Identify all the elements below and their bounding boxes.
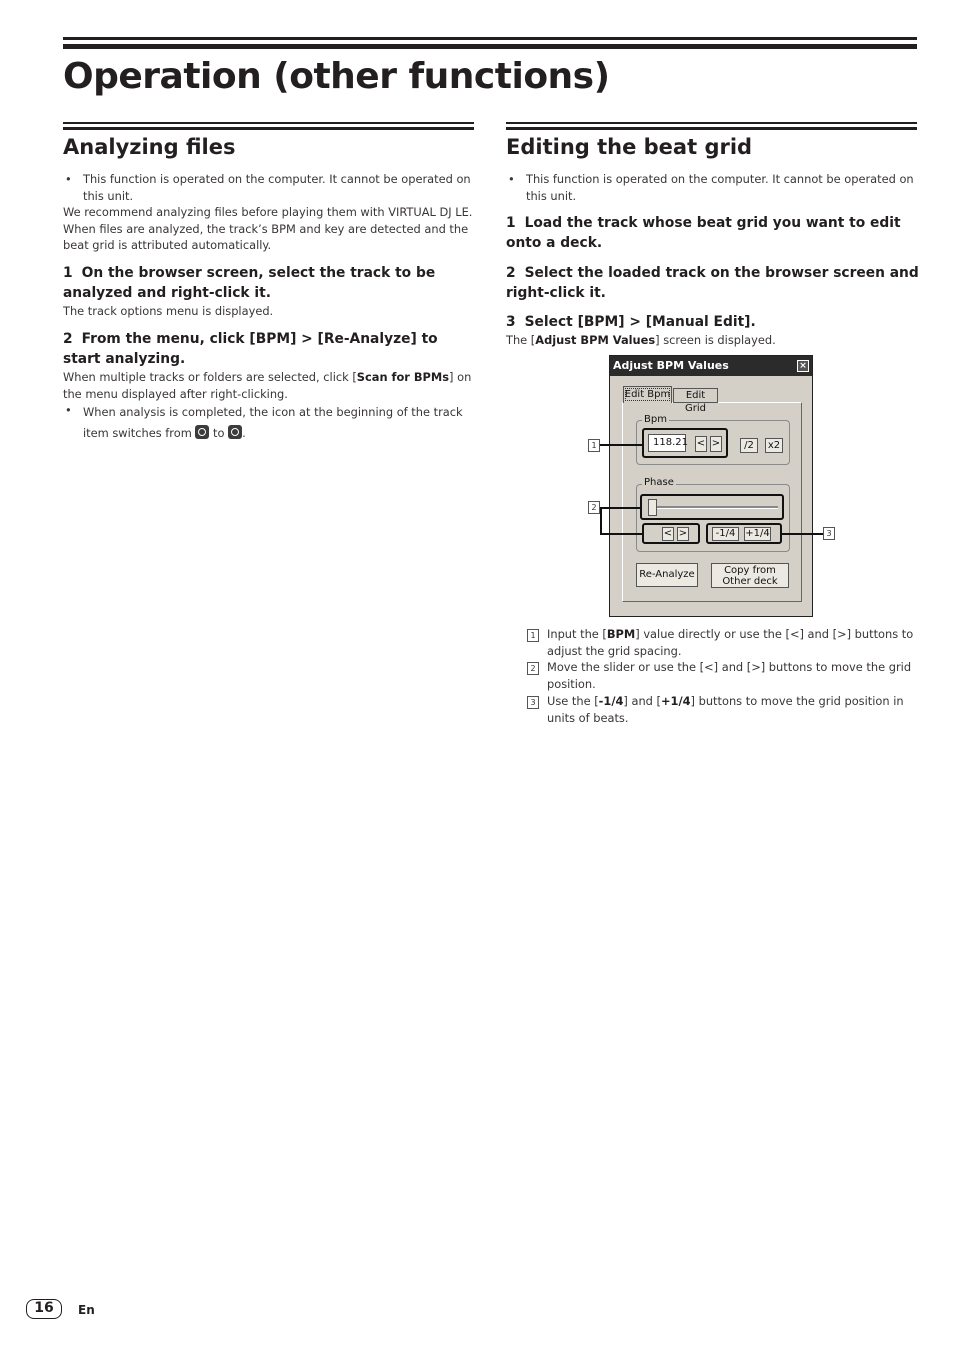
step-text: From the menu, click [BPM] > [Re-Analyze] to start analyzing. <box>63 331 438 367</box>
dialog-title: Adjust BPM Values <box>613 359 729 372</box>
page-title: Operation (other functions) <box>63 56 610 97</box>
note-text: Use the [ <box>547 694 599 708</box>
phase-prev-button[interactable]: < <box>663 528 673 539</box>
header-rule-top <box>63 37 917 40</box>
phase-slider-track[interactable] <box>650 506 778 509</box>
dialog-titlebar <box>610 356 812 376</box>
callout-note-2 <box>527 659 915 693</box>
right-section-rule <box>506 122 917 124</box>
note-bold: -1/4 <box>598 694 624 708</box>
left-bullet-1-text: This function is operated on the computer. It cannot be operated on this unit. <box>83 172 471 203</box>
callout-3-line <box>782 533 823 535</box>
close-icon[interactable]: × <box>797 360 809 372</box>
step-text: On the browser screen, select the track to be analyzed and right-click it. <box>63 265 436 301</box>
step-text: Select [BPM] > [Manual Edit]. <box>524 314 756 330</box>
step-number: 3 <box>506 314 516 330</box>
bpm-next-button[interactable]: > <box>710 436 722 452</box>
left-bullet-1: • This function is operated on the computer. It cannot be operated on this unit. <box>63 171 473 204</box>
note-text: Input the [ <box>547 627 607 641</box>
header-rule-bottom <box>63 44 917 49</box>
callout-1-line <box>600 444 642 446</box>
tab-edit-bpm[interactable]: Edit Bpm <box>623 386 672 403</box>
desc-text: ] screen is displayed. <box>655 333 776 347</box>
callout-note-3 <box>527 693 915 727</box>
callout-2-line-branch <box>600 533 642 535</box>
tab-edit-grid[interactable]: Edit Grid <box>673 388 718 403</box>
reanalyze-button[interactable]: Re-Analyze <box>636 563 698 587</box>
phase-next-button[interactable]: > <box>678 528 688 539</box>
left-step-1 <box>63 264 478 303</box>
copy-from-other-deck-button[interactable]: Copy from Other deck <box>711 563 789 588</box>
callout-2-marker: 2 <box>588 501 600 514</box>
analyzing-files-title: Analyzing files <box>63 135 236 159</box>
bpm-input[interactable]: 118.21 <box>648 434 686 452</box>
callout-1-marker: 1 <box>588 439 600 452</box>
right-section-rule-thick <box>506 127 917 130</box>
desc-text: ] on the menu displayed after right-clicking. <box>63 370 472 401</box>
analyzed-track-icon <box>228 425 242 439</box>
bullet-text: . <box>242 426 246 440</box>
step-text: Select the loaded track on the browser screen and right-click it. <box>506 265 919 301</box>
page-number: 16 <box>26 1299 62 1319</box>
language-label: En <box>78 1303 95 1317</box>
bpm-prev-button[interactable]: < <box>695 436 707 452</box>
left-section-rule <box>63 122 474 124</box>
step-text: Load the track whose beat grid you want to edit onto a deck. <box>506 215 901 251</box>
left-step-1-desc: The track options menu is displayed. <box>63 304 274 318</box>
left-step-2 <box>63 330 478 369</box>
double-bpm-button[interactable]: x2 <box>765 438 783 453</box>
note-text: ] buttons to move the grid position in units of beats. <box>547 694 904 725</box>
bpm-group-label: Bpm <box>644 414 667 425</box>
left-intro: We recommend analyzing files before playing them with VIRTUAL DJ LE. When files are analyzed, the track’s BPM and key are detected and the beat grid is attributed automatically. <box>63 205 473 252</box>
note-number: 2 <box>527 662 539 675</box>
right-bullet-1: • This function is operated on the computer. It cannot be operated on this unit. <box>506 171 916 204</box>
left-bullet-2: • When analysis is completed, the icon at the beginning of the track item switches from to . <box>65 403 463 440</box>
desc-text: The [ <box>506 333 536 347</box>
minus-quarter-button[interactable]: -1/4 <box>712 527 739 541</box>
half-bpm-button[interactable]: /2 <box>740 438 758 453</box>
right-step-2 <box>506 264 921 303</box>
callout-2-line <box>600 507 640 509</box>
desc-bold: Adjust BPM Values <box>535 333 656 347</box>
callout-note-1 <box>527 626 915 660</box>
step-number: 1 <box>506 215 516 231</box>
bullet-text: When analysis is completed, the icon at the beginning of the track item switches from <box>83 405 463 440</box>
right-step-1 <box>506 214 921 253</box>
callout-2-line-vertical <box>600 507 602 534</box>
right-step-3-desc <box>506 332 916 349</box>
step-number: 2 <box>506 265 516 281</box>
adjust-bpm-dialog <box>609 355 813 617</box>
phase-group-label: Phase <box>644 477 674 488</box>
bullet-text: to <box>213 426 225 440</box>
note-bold: +1/4 <box>660 694 691 708</box>
desc-bold: Scan for BPMs <box>356 370 450 384</box>
callout-3-marker: 3 <box>823 527 835 540</box>
left-section-rule-thick <box>63 127 474 130</box>
note-bold: BPM <box>606 627 636 641</box>
right-bullet-1-text: This function is operated on the computer. It cannot be operated on this unit. <box>526 172 914 203</box>
right-step-3 <box>506 313 921 333</box>
note-text: Move the slider or use the [<] and [>] buttons to move the grid position. <box>547 660 912 691</box>
note-text: ] value directly or use the [<] and [>] buttons to adjust the grid spacing. <box>547 627 914 658</box>
editing-beat-grid-title: Editing the beat grid <box>506 135 753 159</box>
step-number: 2 <box>63 331 73 347</box>
plus-quarter-button[interactable]: +1/4 <box>745 528 770 539</box>
step-number: 1 <box>63 265 73 281</box>
note-number: 3 <box>527 696 539 709</box>
note-text: ] and [ <box>623 694 661 708</box>
left-step-2-desc <box>63 369 475 402</box>
desc-text: When multiple tracks or folders are selected, click [ <box>63 370 357 384</box>
note-number: 1 <box>527 629 539 642</box>
phase-slider-thumb[interactable] <box>648 499 657 516</box>
unanalyzed-track-icon <box>195 425 209 439</box>
